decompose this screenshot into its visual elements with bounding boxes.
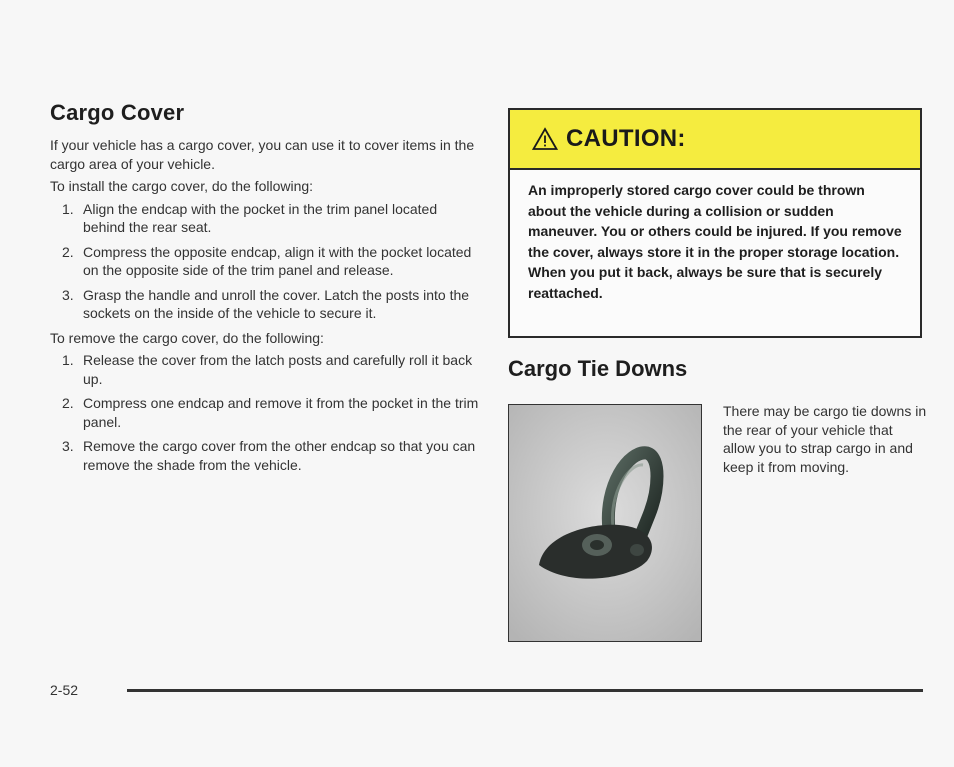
caution-box: [508, 108, 922, 338]
caution-header: [510, 110, 920, 170]
step-text: Align the endcap with the pocket in the trim panel located behind the rear seat.: [83, 200, 438, 235]
remove-step: [50, 437, 480, 474]
step-number: 3.: [62, 286, 74, 303]
step-text: Grasp the handle and unroll the cover. Latch the posts into the sockets on the inside of the vehicle to secure it.: [83, 286, 470, 321]
cargo-cover-intro: If your vehicle has a cargo cover, you can use it to cover items in the cargo area of your vehicle.: [50, 137, 475, 172]
step-text: Compress the opposite endcap, align it with the pocket located on the opposite side of the trim panel and release.: [83, 243, 472, 278]
page-number: 2-52: [50, 682, 79, 698]
cargo-tie-downs-heading: Cargo Tie Downs: [508, 356, 688, 381]
cargo-cover-section: [50, 100, 480, 480]
install-intro: To install the cargo cover, do the following:: [50, 178, 314, 194]
step-number: 1.: [62, 352, 74, 368]
caution-title: CAUTION:: [566, 125, 686, 152]
install-step: [50, 243, 480, 280]
remove-step: [50, 351, 480, 388]
cargo-cover-heading: Cargo Cover: [50, 100, 185, 125]
install-steps-list: [50, 200, 480, 323]
remove-steps-list: [50, 351, 480, 474]
cargo-tie-downs-text: There may be cargo tie downs in the rear of your vehicle that allow you to strap cargo in and keep it from moving.: [723, 403, 927, 475]
step-number: 2.: [62, 243, 74, 260]
step-text: Compress one endcap and remove it from the pocket in the trim panel.: [83, 395, 479, 430]
step-number: 1.: [62, 200, 74, 217]
step-number: 3.: [62, 438, 74, 454]
warning-triangle-icon: [532, 127, 558, 151]
footer-divider: [127, 689, 923, 692]
install-step: [50, 200, 480, 237]
remove-intro: To remove the cargo cover, do the following:: [50, 329, 324, 346]
step-text: Remove the cargo cover from the other endcap so that you can remove the shade from the vehicle.: [83, 438, 476, 473]
step-number: 2.: [62, 395, 74, 411]
install-step: [50, 286, 480, 323]
step-text: Release the cover from the latch posts and carefully roll it back up.: [83, 352, 473, 387]
caution-text: An improperly stored cargo cover could be thrown about the vehicle during a collision or sudden maneuver. You or others could be injured. If you remove the cover, always store it in the proper storage location. When you put it back, always be sure that is securely reattached.: [528, 182, 902, 301]
cargo-tie-down-photo: [508, 404, 702, 642]
remove-step: [50, 394, 480, 431]
